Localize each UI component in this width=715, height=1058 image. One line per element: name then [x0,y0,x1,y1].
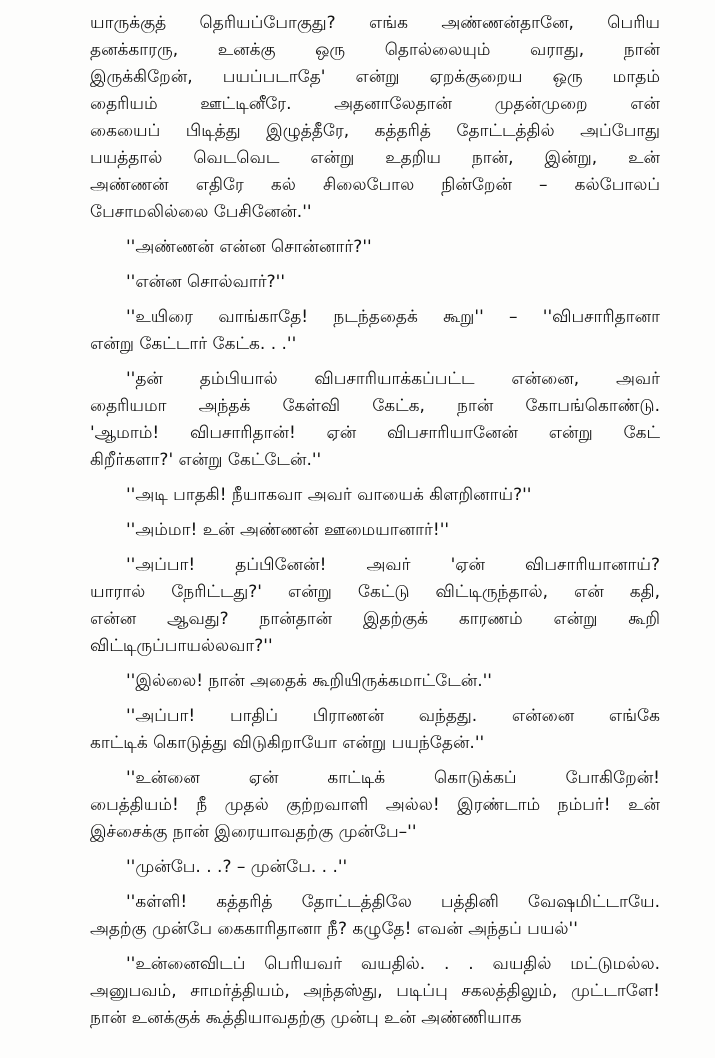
paragraph [90,10,660,226]
text-line: பேசாமலில்லை பேசினேன்.'' [90,202,312,222]
paragraph [90,703,660,757]
text-line: யாருக்குத் தெரியப்போகுது? எங்க அண்ணன்தானே, பெரிய [90,13,660,33]
text-line: தைரியம் ஊட்டினீரே. அதனாலேதான் முதன்முறை என் [90,94,660,114]
text-line: ''அப்பா! தப்பினேன்! அவர் 'ஏன் விபசாரியானாய்? [126,555,660,575]
text-line: யாரால் நேரிட்டது?' என்று கேட்டு விட்டிருந்தால், என் கதி, [90,582,660,602]
text-line: தனக்காரரு, உனக்கு ஒரு தொல்லையும் வராது, நான் [90,40,660,60]
text-line: ''அப்பா! பாதிப் பிராணன் வந்தது. என்னை எங்கே [126,706,660,726]
text-line: ''தன் தம்பியால் விபசாரியாக்கப்பட்ட என்னை, அவர் [126,369,660,389]
text-line: ''அண்ணன் என்ன சொன்னார்?'' [126,237,372,257]
paragraph [90,482,660,509]
text-line: இருக்கிறேன், பயப்படாதே' என்று ஏறக்குறைய ஒரு மாதம் [90,67,660,87]
text-line: ''உன்னை ஏன் காட்டிக் கொடுக்கப் போகிறேன்! [126,768,660,788]
text-line: ''அடி பாதகி! நீயாகவா அவர் வாயைக் கிளறினாய்?'' [126,485,532,505]
text-line: அனுபவம், சாமர்த்தியம், அந்தஸ்து, படிப்பு சகலத்திலும், முட்டாளே! [90,981,660,1001]
text-line: ''உன்னைவிடப் பெரியவர் வயதில். . . வயதில் மட்டுமல்ல. [126,954,660,974]
text-line: அதற்கு முன்பே கைகாரிதானா நீ? கழுதே! எவன் அந்தப் பயல்'' [90,919,578,939]
paragraph [90,765,660,846]
text-line: என்ன ஆவது? நான்தான் இதற்குக் காரணம் என்று கூறி [90,609,660,629]
text-line: கிறீர்களா?' என்று கேட்டேன்.'' [90,450,322,470]
text-line: கையைப் பிடித்து இழுத்தீரே, கத்தரித் தோட்டத்தில் அப்போது [90,121,660,141]
text-line: தைரியமா அந்தக் கேள்வி கேட்க, நான் கோபங்கொண்டு. [90,396,660,416]
text-line: ''முன்பே. . .? – முன்பே. . .'' [126,857,348,877]
text-line: விட்டிருப்பாயல்லவா?'' [90,636,273,656]
paragraph [90,234,660,261]
paragraph [90,552,660,660]
text-line: அண்ணன் எதிரே கல் சிலைபோல நின்றேன் – கல்போலப் [90,175,660,195]
text-line: ''உயிரை வாங்காதே! நடந்ததைக் கூறு'' – ''விபசாரிதானா [126,307,660,327]
text-line: பயத்தால் வெடவெட என்று உதறிய நான், இன்று, உன் [90,148,660,168]
paragraph [90,304,660,358]
text-line: 'ஆமாம்! விபசாரிதான்! ஏன் விபசாரியானேன் என்று கேட் [90,423,660,443]
text-line: ''இல்லை! நான் அதைக் கூறியிருக்கமாட்டேன்.'' [126,671,492,691]
paragraph [90,951,660,1032]
text-line: இச்சைக்கு நான் இரையாவதற்கு முன்பே–'' [90,822,417,842]
text-line: பைத்தியம்! நீ முதல் குற்றவாளி அல்ல! இரண்டாம் நம்பர்! உன் [90,795,660,815]
paragraph [90,517,660,544]
page-text-body [90,10,660,1040]
paragraph [90,889,660,943]
paragraph [90,668,660,695]
paragraph [90,366,660,474]
text-line: என்று கேட்டார் கேட்க. . .'' [90,334,297,354]
text-line: ''அம்மா! உன் அண்ணன் ஊமையானார்!'' [126,520,450,540]
text-line: நான் உனக்குக் கூத்தியாவதற்கு முன்பு உன் அண்ணியாக [90,1008,522,1028]
paragraph [90,269,660,296]
text-line: ''என்ன சொல்வார்?'' [126,272,286,292]
paragraph [90,854,660,881]
text-line: ''கள்ளி! கத்தரித் தோட்டத்திலே பத்தினி வேஷமிட்டாயே. [126,892,660,912]
text-line: காட்டிக் கொடுத்து விடுகிறாயோ என்று பயந்தேன்.'' [90,733,485,753]
